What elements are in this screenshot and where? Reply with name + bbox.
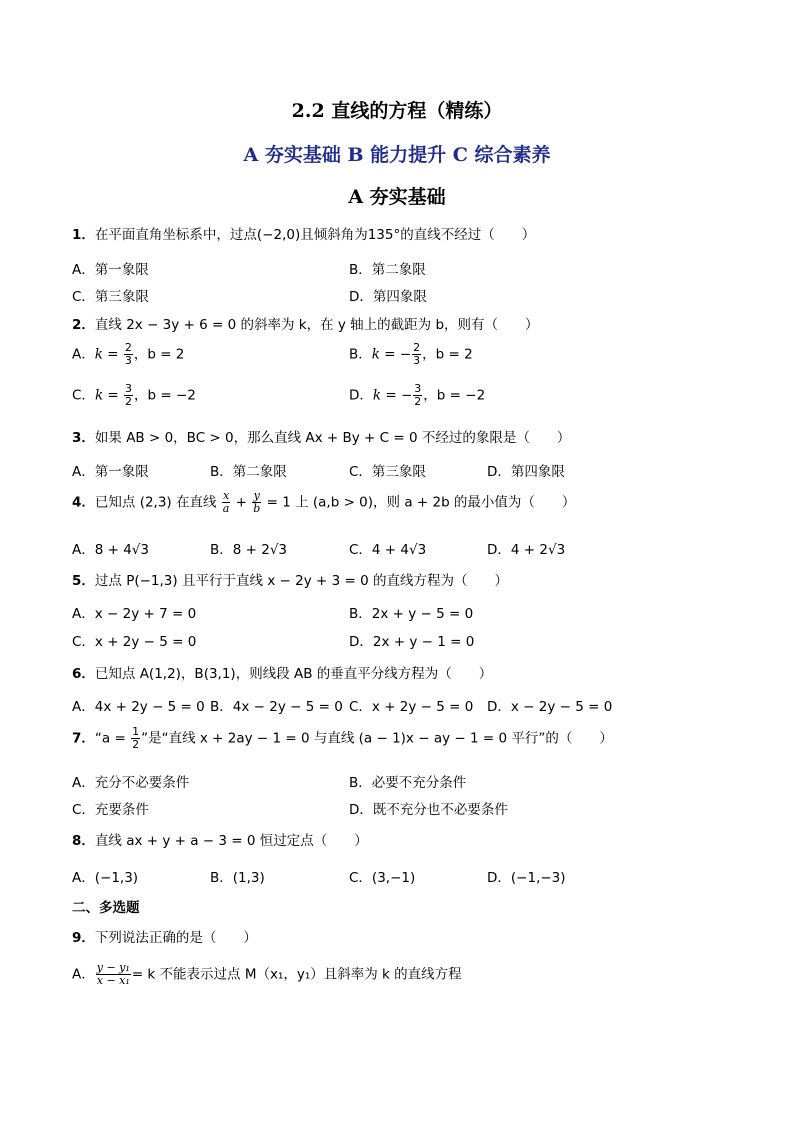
q5-option-c[interactable]: C．x + 2y − 5 = 0 [72, 634, 197, 650]
question-4: 4．已知点 (2,3) 在直线 $\frac{x}{a}$ + $\frac{y}{b}$ = 1 上 (a,b > 0)，则 a + 2b 的最小值为（ ） [72, 489, 576, 515]
question-5: 5．过点 P(−1,3) 且平行于直线 x − 2y + 3 = 0 的直线方程为（ ） [72, 573, 508, 589]
q6-option-c[interactable]: C．x + 2y − 5 = 0 [349, 699, 474, 715]
q3-option-d[interactable]: D．第四象限 [487, 464, 565, 480]
q2-option-b[interactable]: B．k = − $\frac{2}{3}$ ，b = 2 [349, 341, 473, 367]
q4-option-b[interactable]: B．8 + 2√3 [210, 542, 288, 558]
fraction: $\frac{2}{3}$ [413, 341, 421, 367]
q1-option-b[interactable]: B．第二象限 [349, 262, 426, 278]
fraction: $\frac{3}{2}$ [414, 382, 422, 408]
section-heading: A 夯实基础 [348, 186, 446, 208]
q7-option-d[interactable]: D．既不充分也不必要条件 [349, 802, 508, 818]
q1-option-d[interactable]: D．第四象限 [349, 289, 427, 305]
q1-option-a[interactable]: A．第一象限 [72, 262, 149, 278]
q2-option-a[interactable]: A．k = $\frac{2}{3}$ ，b = 2 [72, 341, 185, 367]
fraction: $\frac{3}{2}$ [125, 382, 133, 408]
question-3: 3．如果 AB > 0，BC > 0，那么直线 Ax + By + C = 0 不经过的象限是（ ） [72, 430, 571, 446]
question-1: 1．在平面直角坐标系中，过点(−2,0)且倾斜角为135°的直线不经过（ ） [72, 227, 536, 243]
q8-option-b[interactable]: B．(1,3) [210, 870, 265, 886]
q8-option-d[interactable]: D．(−1,−3) [487, 870, 566, 886]
question-8: 8．直线 ax + y + a − 3 = 0 恒过定点（ ） [72, 833, 368, 849]
q5-option-d[interactable]: D．2x + y − 1 = 0 [349, 634, 475, 650]
q7-option-b[interactable]: B．必要不充分条件 [349, 775, 467, 791]
page-subtitle: A 夯实基础 B 能力提升 C 综合素养 [243, 144, 551, 166]
q4-option-c[interactable]: C．4 + 4√3 [349, 542, 427, 558]
fraction: $\frac{1}{2}$ [132, 725, 140, 751]
q6-option-d[interactable]: D．x − 2y − 5 = 0 [487, 699, 613, 715]
fraction: $\frac{\text{y − y₁}}{\text{x − x₁}}$ [96, 961, 130, 987]
fraction: $\frac{2}{3}$ [124, 341, 132, 367]
q1-option-c[interactable]: C．第三象限 [72, 289, 149, 305]
q3-option-c[interactable]: C．第三象限 [349, 464, 426, 480]
q4-option-d[interactable]: D．4 + 2√3 [487, 542, 566, 558]
fraction: $\frac{x}{a}$ [222, 489, 230, 515]
q7-option-a[interactable]: A．充分不必要条件 [72, 775, 190, 791]
q3-option-b[interactable]: B．第二象限 [210, 464, 287, 480]
question-6: 6．已知点 A(1,2)，B(3,1)，则线段 AB 的垂直平分线方程为（ ） [72, 666, 493, 682]
question-9: 9．下列说法正确的是（ ） [72, 930, 257, 946]
q7-option-c[interactable]: C．充要条件 [72, 802, 149, 818]
q8-option-c[interactable]: C．(3,−1) [349, 870, 416, 886]
q5-option-b[interactable]: B．2x + y − 5 = 0 [349, 606, 474, 622]
page-title: 2.2 直线的方程（精练） [291, 100, 503, 122]
q5-option-a[interactable]: A．x − 2y + 7 = 0 [72, 606, 197, 622]
section-multi-choice: 二、多选题 [72, 900, 140, 916]
q8-option-a[interactable]: A．(−1,3) [72, 870, 139, 886]
q6-option-b[interactable]: B．4x − 2y − 5 = 0 [210, 699, 343, 715]
question-2: 2．直线 2x − 3y + 6 = 0 的斜率为 k，在 y 轴上的截距为 b，则有（ ） [72, 317, 539, 333]
q4-option-a[interactable]: A．8 + 4√3 [72, 542, 149, 558]
q3-option-a[interactable]: A．第一象限 [72, 464, 149, 480]
q6-option-a[interactable]: A．4x + 2y − 5 = 0 [72, 699, 205, 715]
q2-option-d[interactable]: D．k = − $\frac{3}{2}$ ，b = −2 [349, 382, 486, 408]
question-7: 7．“a = $\frac{1}{2}$ ”是“直线 x + 2ay − 1 = 0 与直线 (a − 1)x − ay − 1 = 0 平行”的（ ） [72, 725, 613, 751]
q2-option-c[interactable]: C．k = $\frac{3}{2}$ ，b = −2 [72, 382, 196, 408]
fraction: $\frac{y}{b}$ [253, 489, 261, 515]
q9-option-a[interactable]: A． $\frac{\text{y − y₁}}{\text{x − x₁}}$ = k 不能表示过点 M（x₁，y₁）且斜率为 k 的直线方程 [72, 961, 462, 987]
